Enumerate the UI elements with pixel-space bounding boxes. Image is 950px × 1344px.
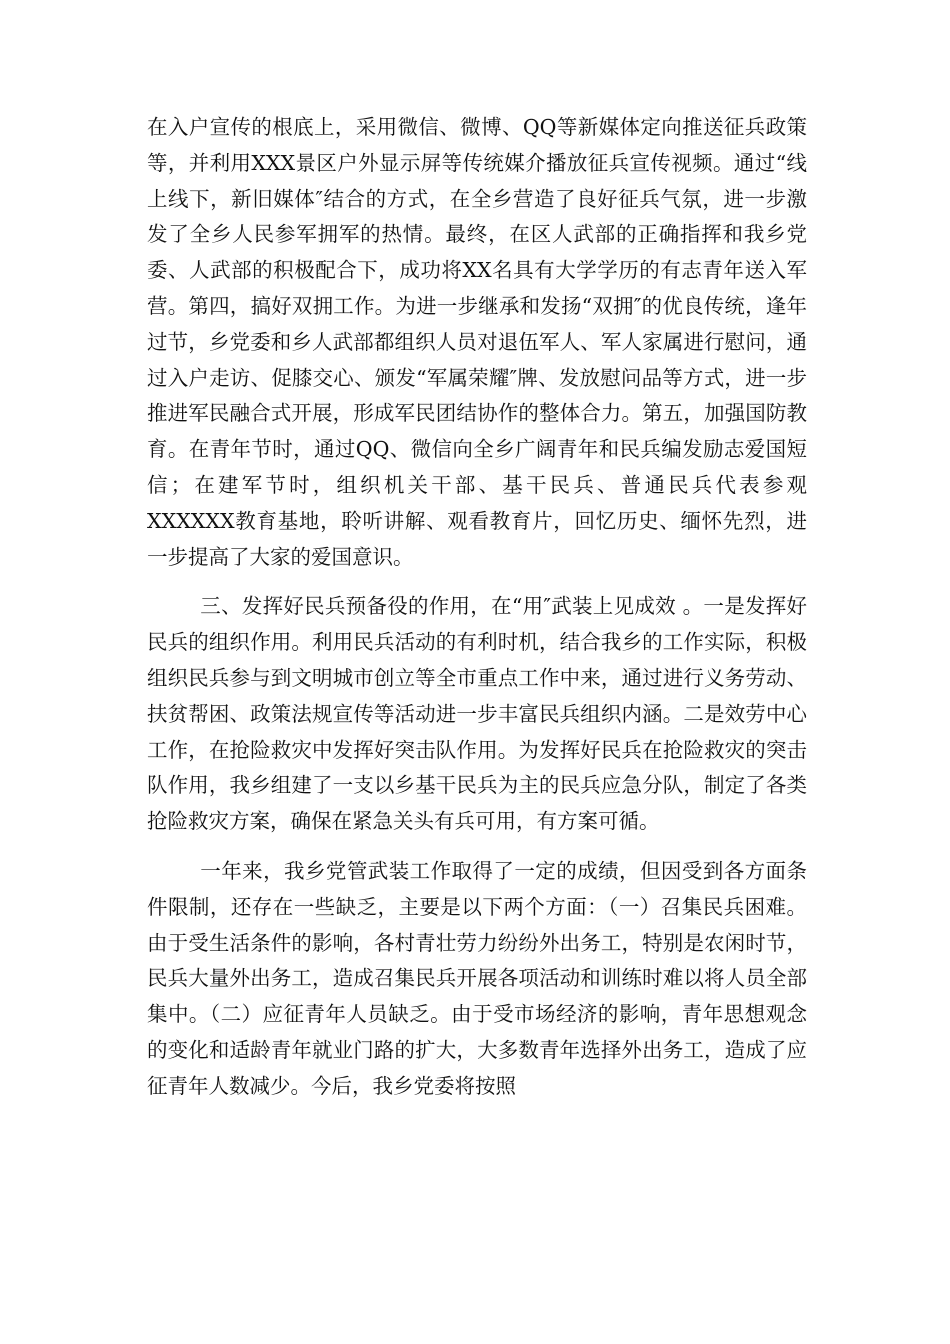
paragraph-2: 三、发挥好民兵预备役的作用，在“用″武装上见成效 。一是发挥好民兵的组织作用。利用民兵活动的有利时机，结合我乡的工作实际，积极组织民兵参与到文明城市创立等全市重点工作中来，通过进行义务劳动、扶贫帮困、政策法规宣传等活动进一步丰富民兵组织内涵。二是效劳中心工作，在抢险救灾中发挥好突击队作用。为发挥好民兵在抢险救灾的突击队作用，我乡组建了一支以乡基干民兵为主的民兵应急分队，制定了各类抢险救灾方案，确保在紧急关头有兵可用，有方案可循。 [147, 594, 807, 834]
paragraph-1: 在入户宣传的根底上，采用微信、微博、QQ等新媒体定向推送征兵政策等，并利用XXX景区户外显示屏等传统媒介播放征兵宣传视频。通过“线上线下，新旧媒体″结合的方式，在全乡营造了良好征兵气氛，进一步激发了全乡人民参军拥军的热情。最终，在区人武部的正确指挥和我乡党委、人武部的积极配合下，成功将XX名具有大学学历的有志青年送入军营。第四，搞好双拥工作。为进一步继承和发扬“双拥″的优良传统，逢年过节，乡党委和乡人武部都组织人员对退伍军人、军人家属进行慰问，通过入户走访、促膝交心、颁发“军属荣耀″牌、发放慰问品等方式，进一步推进军民融合式开展，形成军民团结协作的整体合力。第五，加强国防教育。在青年节时，通过QQ、微信向全乡广阔青年和民兵编发励志爱国短信；在建军节时，组织机关干部、基干民兵、普通民兵代表参观XXXXXX教育基地，聆听讲解、观看教育片，回忆历史、缅怀先烈，进一步提高了大家的爱国意识。 [147, 115, 807, 569]
paragraph-3: 一年来，我乡党管武装工作取得了一定的成绩，但因受到各方面条件限制，还存在一些缺乏，主要是以下两个方面：（一）召集民兵困难。由于受生活条件的影响，各村青壮劳力纷纷外出务工，特别是农闲时节，民兵大量外出务工，造成召集民兵开展各项活动和训练时难以将人员全部集中。（二）应征青年人员缺乏。由于受市场经济的影响，青年思想观念的变化和适龄青年就业门路的扩大，大多数青年选择外出务工，造成了应征青年人数减少。今后，我乡党委将按照 [147, 858, 807, 1098]
document-body [147, 110, 807, 1119]
